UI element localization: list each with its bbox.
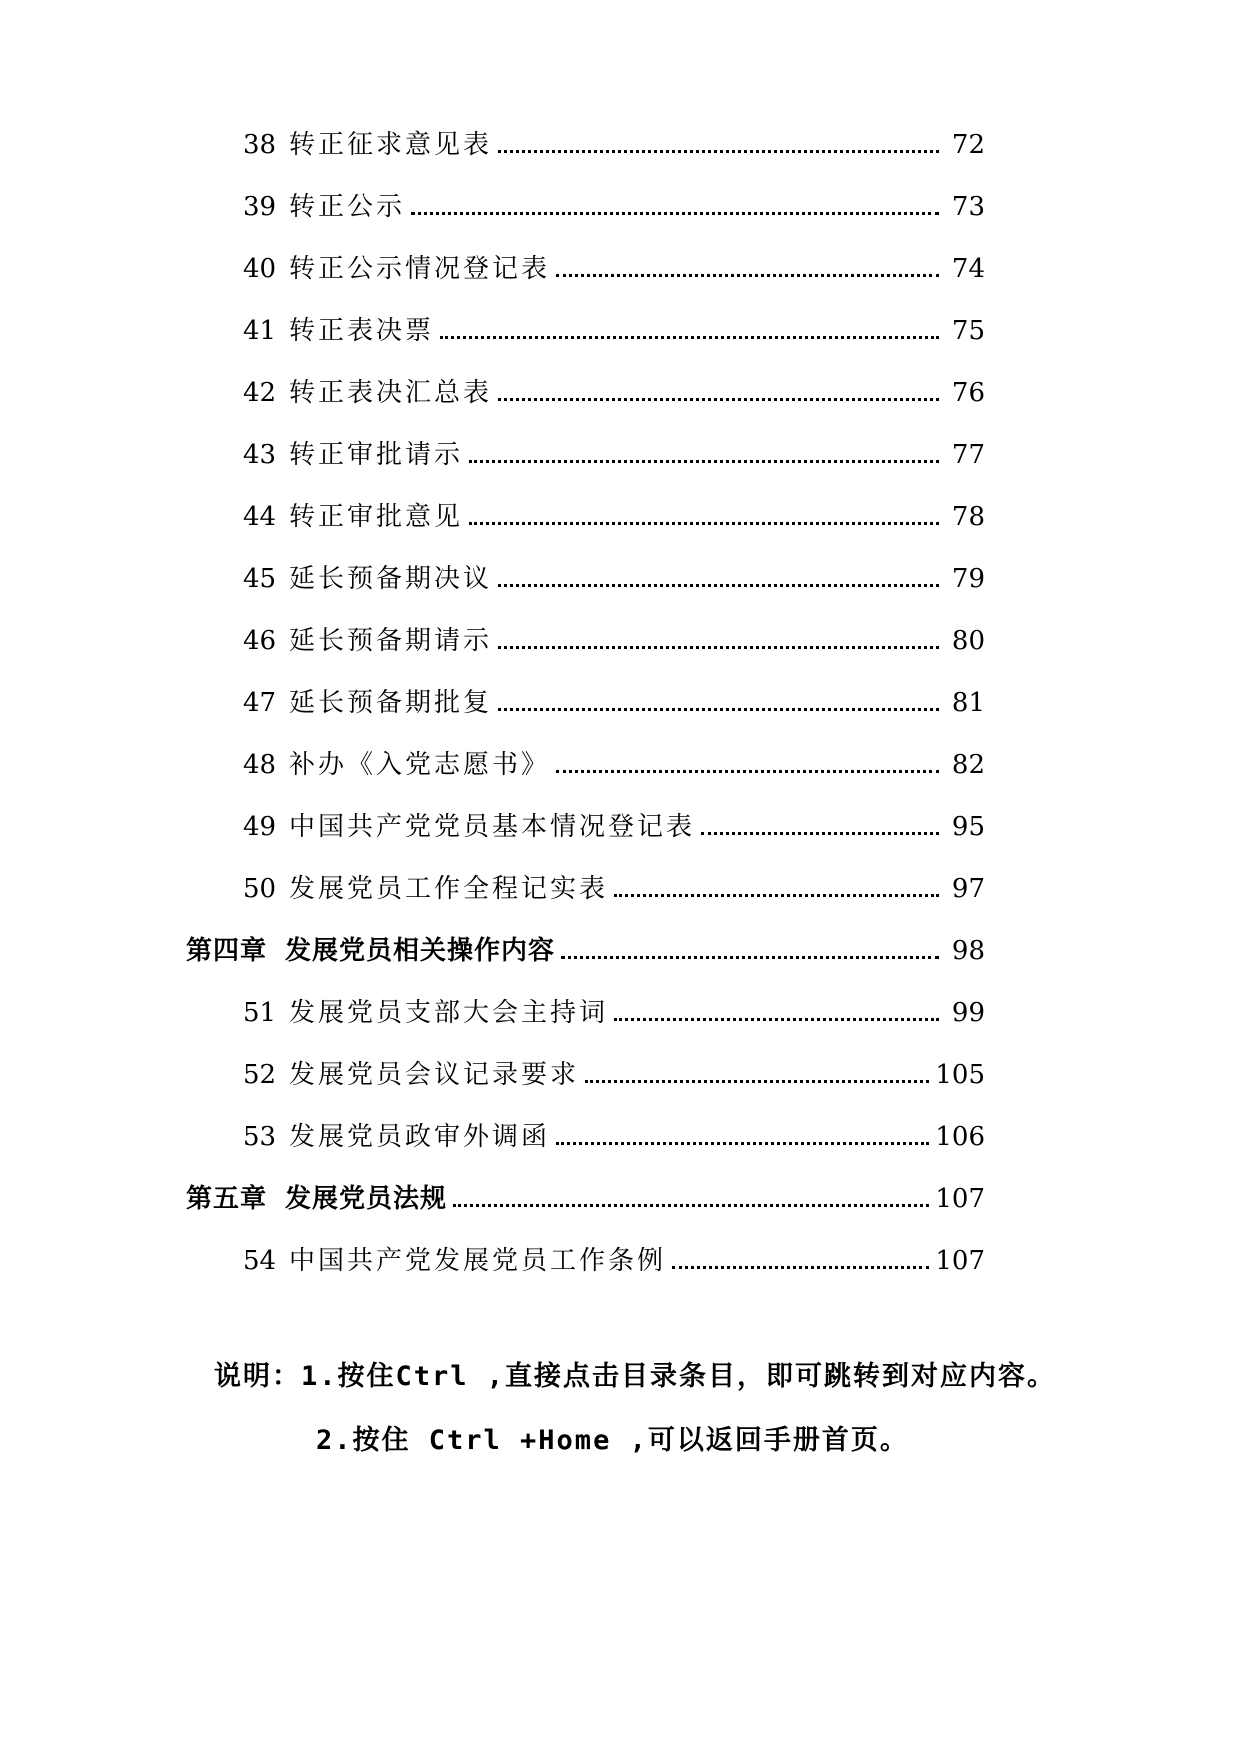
dot-leader [614,1018,939,1021]
toc-entry-page: 99 [951,998,985,1028]
instruction-line-2: 2.按住 Ctrl +Home ,可以返回手册首页。 [316,1425,909,1456]
dot-leader [469,460,939,463]
toc-entry-page: 75 [951,316,985,346]
dot-leader [556,274,939,277]
toc-entry-title: 中国共产党发展党员工作条例 [289,1246,667,1276]
toc-entry-number: 40 [243,254,277,284]
toc-entry-number: 49 [243,812,277,842]
toc-entry-title: 转正审批请示 [289,440,464,470]
toc-entry-page: 77 [951,440,985,470]
dot-leader [453,1204,929,1207]
toc-entry-title: 转正公示情况登记表 [289,254,551,284]
toc-chapter-heading[interactable] [186,1182,985,1216]
toc-entry[interactable] [243,996,985,1030]
toc-entry[interactable] [243,562,985,596]
toc-entry-page: 81 [951,688,985,718]
dot-leader [614,894,939,897]
chapter-label: 第四章 [186,936,268,966]
dot-leader [498,646,939,649]
toc-entry-title: 发展党员政审外调函 [289,1122,551,1152]
toc-entry-number: 44 [243,502,277,532]
toc-entry-page: 73 [951,192,985,222]
dot-leader [498,708,939,711]
toc-entry-title: 转正表决汇总表 [289,378,493,408]
toc-entry-page: 105 [935,1060,985,1090]
toc-entry-page: 107 [935,1246,985,1276]
dot-leader [498,150,939,153]
dot-leader [440,336,939,339]
dot-leader [585,1080,929,1083]
toc-entry-number: 53 [243,1122,277,1152]
toc-entry[interactable] [243,190,985,224]
chapter-title: 发展党员法规 [285,1184,448,1214]
toc-entry-page: 95 [951,812,985,842]
toc-entry[interactable] [243,314,985,348]
toc-entry-title: 发展党员工作全程记实表 [289,874,609,904]
toc-entry-title: 发展党员会议记录要求 [289,1060,580,1090]
toc-entry[interactable] [243,1120,985,1154]
toc-entry-title: 转正审批意见 [289,502,464,532]
toc-entry-page: 76 [951,378,985,408]
toc-entry-number: 47 [243,688,277,718]
toc-entry-title: 转正征求意见表 [289,130,493,160]
toc-entry-title: 补办《入党志愿书》 [289,750,551,780]
toc-entry[interactable] [243,748,985,782]
toc-entry-number: 50 [243,874,277,904]
dot-leader [701,832,939,835]
toc-entry-number: 43 [243,440,277,470]
dot-leader [498,584,939,587]
toc-entry-title: 延长预备期请示 [289,626,493,656]
toc-entry[interactable] [243,810,985,844]
toc-entry-number: 51 [243,998,277,1028]
toc-entry[interactable] [243,376,985,410]
toc-entry-number: 38 [243,130,277,160]
toc-entry-number: 45 [243,564,277,594]
toc-entry-title: 转正表决票 [289,316,435,346]
toc-entry-page: 78 [951,502,985,532]
toc-chapter-heading[interactable] [186,934,985,968]
dot-leader [556,1142,929,1145]
toc-entry-title: 转正公示 [289,192,406,222]
toc-entry-title: 发展党员支部大会主持词 [289,998,609,1028]
dot-leader [672,1266,929,1269]
toc-entry[interactable] [243,438,985,472]
toc-entry[interactable] [243,252,985,286]
toc-entry[interactable] [243,1058,985,1092]
toc-entry-page: 97 [951,874,985,904]
toc-entry[interactable] [243,1244,985,1278]
dot-leader [561,956,939,959]
toc-entry-page: 107 [935,1184,985,1214]
toc-entry[interactable] [243,624,985,658]
dot-leader [556,770,939,773]
instruction-line-1: 说明：1.按住Ctrl ,直接点击目录条目，即可跳转到对应内容。 [214,1361,1057,1392]
toc-entry-number: 46 [243,626,277,656]
toc-entry[interactable] [243,872,985,906]
toc-entry[interactable] [243,500,985,534]
chapter-label: 第五章 [186,1184,268,1214]
toc-entry-number: 54 [243,1246,277,1276]
toc-entry-page: 79 [951,564,985,594]
toc-entry-number: 39 [243,192,277,222]
dot-leader [411,212,939,215]
toc-entry-number: 41 [243,316,277,346]
toc-entry-number: 42 [243,378,277,408]
dot-leader [469,522,939,525]
toc-entry-title: 延长预备期决议 [289,564,493,594]
toc-entry-title: 中国共产党党员基本情况登记表 [289,812,696,842]
toc-entry[interactable] [243,686,985,720]
toc-entry-number: 48 [243,750,277,780]
toc-entry-page: 74 [951,254,985,284]
dot-leader [498,398,939,401]
toc-entry[interactable] [243,128,985,162]
toc-entry-page: 80 [951,626,985,656]
toc-entry-title: 延长预备期批复 [289,688,493,718]
toc-entry-page: 106 [935,1122,985,1152]
toc-entry-number: 52 [243,1060,277,1090]
toc-entry-page: 98 [951,936,985,966]
chapter-title: 发展党员相关操作内容 [285,936,556,966]
toc-entry-page: 82 [951,750,985,780]
toc-entry-page: 72 [951,130,985,160]
